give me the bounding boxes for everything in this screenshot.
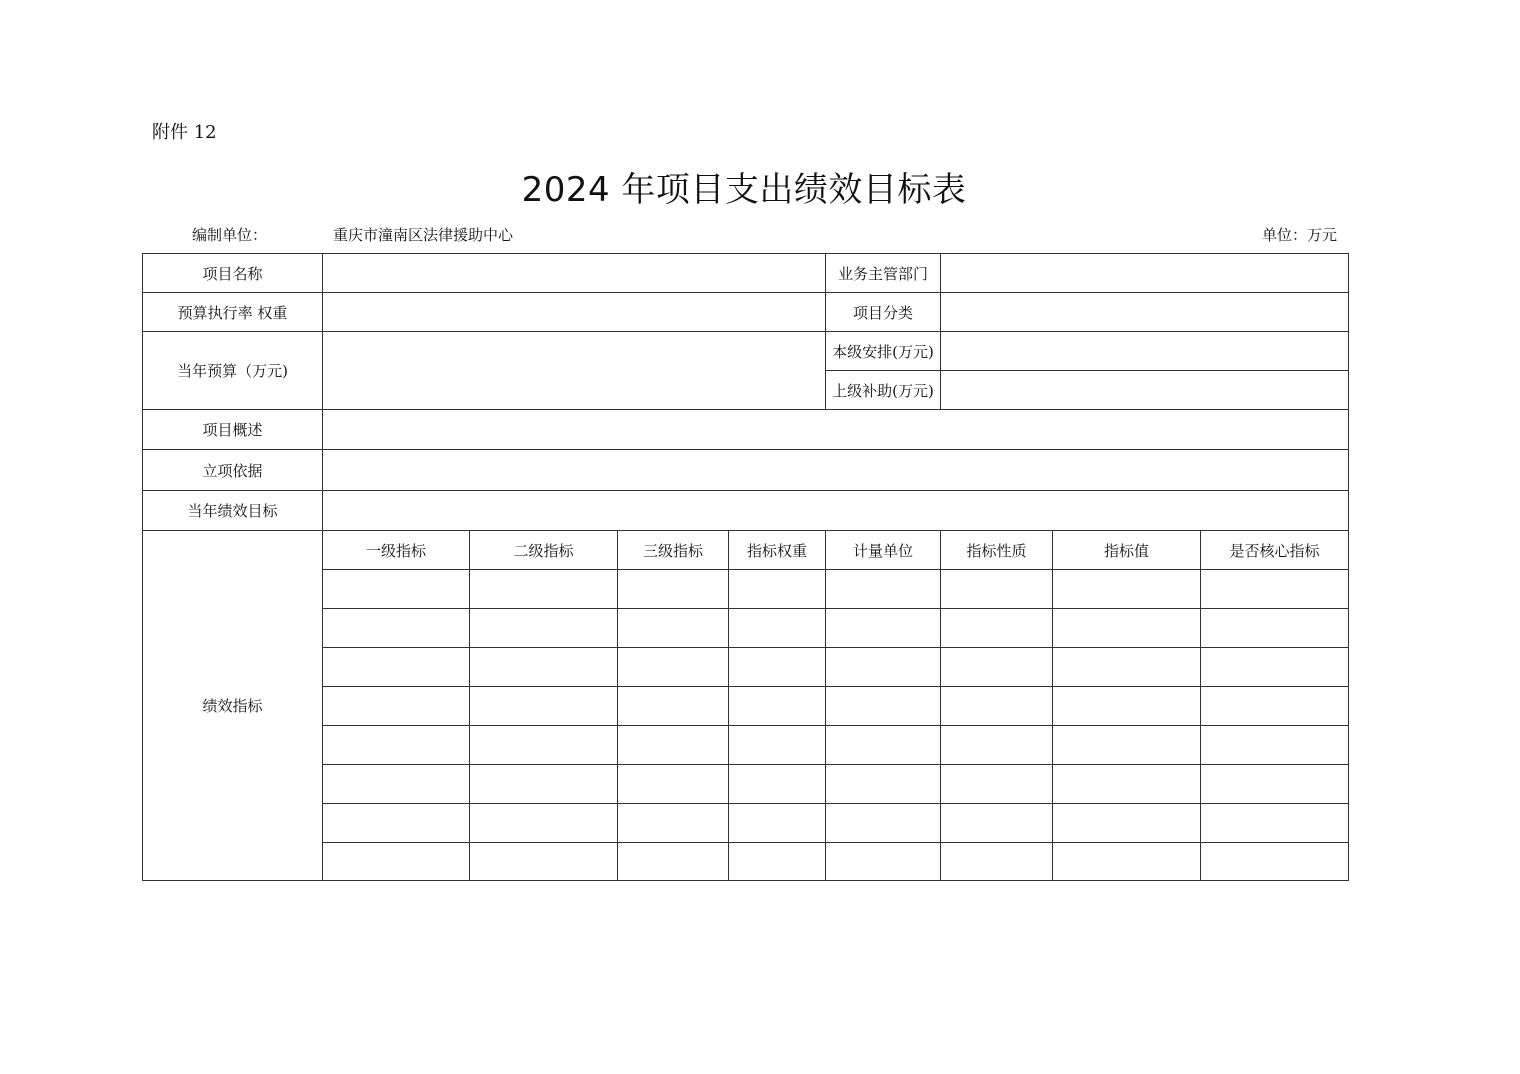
col-header: 二级指标 <box>470 531 618 570</box>
attachment-label: 附件 12 <box>152 122 217 143</box>
indicator-cell[interactable] <box>1053 570 1201 609</box>
indicator-cell[interactable] <box>729 570 826 609</box>
indicator-cell[interactable] <box>826 648 941 687</box>
org-label: 编制单位： <box>192 226 268 244</box>
indicator-cell[interactable] <box>470 843 618 881</box>
indicator-row <box>143 609 1349 648</box>
indicator-cell[interactable] <box>941 804 1053 843</box>
indicator-cell[interactable] <box>729 726 826 765</box>
indicator-row <box>143 648 1349 687</box>
unit-label: 单位：万元 <box>1261 226 1337 244</box>
indicator-cell[interactable] <box>729 804 826 843</box>
indicator-cell[interactable] <box>618 609 729 648</box>
indicator-cell[interactable] <box>1053 609 1201 648</box>
indicator-row <box>143 570 1349 609</box>
indicator-cell[interactable] <box>1201 687 1349 726</box>
indicator-cell[interactable] <box>729 687 826 726</box>
local-label: 本级安排(万元) <box>826 332 941 371</box>
indicator-cell[interactable] <box>618 804 729 843</box>
goal-label: 当年绩效目标 <box>143 491 323 531</box>
indicator-cell[interactable] <box>826 843 941 881</box>
indicator-cell[interactable] <box>826 726 941 765</box>
indicator-cell[interactable] <box>826 687 941 726</box>
indicator-cell[interactable] <box>941 726 1053 765</box>
performance-target-table <box>142 253 1349 881</box>
indicator-cell[interactable] <box>323 609 470 648</box>
project-name-cell[interactable] <box>323 254 826 293</box>
indicator-cell[interactable] <box>323 804 470 843</box>
basis-cell[interactable] <box>323 450 1349 491</box>
indicator-cell[interactable] <box>1201 804 1349 843</box>
indicator-cell[interactable] <box>1053 804 1201 843</box>
col-header: 是否核心指标 <box>1201 531 1349 570</box>
indicator-cell[interactable] <box>729 843 826 881</box>
indicator-cell[interactable] <box>729 609 826 648</box>
indicator-row <box>143 843 1349 881</box>
basis-label: 立项依据 <box>143 450 323 491</box>
indicator-cell[interactable] <box>826 570 941 609</box>
page-title: 2024 年项目支出绩效目标表 <box>521 170 967 210</box>
indicator-cell[interactable] <box>323 648 470 687</box>
indicator-cell[interactable] <box>618 765 729 804</box>
indicator-cell[interactable] <box>470 726 618 765</box>
indicator-cell[interactable] <box>1201 570 1349 609</box>
col-header: 三级指标 <box>618 531 729 570</box>
indicator-cell[interactable] <box>826 804 941 843</box>
indicator-cell[interactable] <box>470 609 618 648</box>
indicator-row <box>143 765 1349 804</box>
indicator-cell[interactable] <box>1053 765 1201 804</box>
indicator-cell[interactable] <box>618 726 729 765</box>
org-value: 重庆市潼南区法律援助中心 <box>333 226 514 244</box>
superior-label: 上级补助(万元) <box>826 371 941 410</box>
indicator-cell[interactable] <box>470 765 618 804</box>
indicator-row <box>143 687 1349 726</box>
indicator-cell[interactable] <box>941 648 1053 687</box>
indicator-cell[interactable] <box>323 687 470 726</box>
superior-cell[interactable] <box>941 371 1349 410</box>
category-label: 项目分类 <box>826 293 941 332</box>
indicator-cell[interactable] <box>618 687 729 726</box>
indicator-cell[interactable] <box>1201 726 1349 765</box>
overview-cell[interactable] <box>323 410 1349 450</box>
indicator-cell[interactable] <box>941 765 1053 804</box>
indicator-row <box>143 804 1349 843</box>
category-cell[interactable] <box>941 293 1349 332</box>
indicator-row <box>143 726 1349 765</box>
overview-label: 项目概述 <box>143 410 323 450</box>
indicator-cell[interactable] <box>1201 648 1349 687</box>
indicator-cell[interactable] <box>1201 765 1349 804</box>
indicator-cell[interactable] <box>1201 843 1349 881</box>
indicator-cell[interactable] <box>941 687 1053 726</box>
col-header: 计量单位 <box>826 531 941 570</box>
col-header: 一级指标 <box>323 531 470 570</box>
indicator-cell[interactable] <box>729 648 826 687</box>
indicator-cell[interactable] <box>470 804 618 843</box>
indicator-cell[interactable] <box>1053 648 1201 687</box>
indicator-cell[interactable] <box>323 765 470 804</box>
indicator-cell[interactable] <box>618 570 729 609</box>
indicator-cell[interactable] <box>323 570 470 609</box>
budget-cell[interactable] <box>323 332 826 410</box>
exec-rate-label: 预算执行率 权重 <box>143 293 323 332</box>
indicator-cell[interactable] <box>941 609 1053 648</box>
indicator-cell[interactable] <box>826 765 941 804</box>
indicator-cell[interactable] <box>1053 687 1201 726</box>
indicator-cell[interactable] <box>1053 843 1201 881</box>
indicator-cell[interactable] <box>1053 726 1201 765</box>
exec-rate-cell[interactable] <box>323 293 826 332</box>
indicator-cell[interactable] <box>323 843 470 881</box>
indicator-cell[interactable] <box>470 648 618 687</box>
indicator-cell[interactable] <box>618 843 729 881</box>
project-name-label: 项目名称 <box>143 254 323 293</box>
indicator-cell[interactable] <box>1201 609 1349 648</box>
indicator-cell[interactable] <box>618 648 729 687</box>
col-header: 指标权重 <box>729 531 826 570</box>
indicator-cell[interactable] <box>826 609 941 648</box>
local-cell[interactable] <box>941 332 1349 371</box>
dept-cell[interactable] <box>941 254 1349 293</box>
budget-label: 当年预算（万元) <box>143 332 323 410</box>
indicator-cell[interactable] <box>323 726 470 765</box>
indicator-cell[interactable] <box>941 570 1053 609</box>
goal-cell[interactable] <box>323 491 1349 531</box>
indicator-cell[interactable] <box>941 843 1053 881</box>
col-header: 指标值 <box>1053 531 1201 570</box>
indicators-label: 绩效指标 <box>143 531 323 881</box>
col-header: 指标性质 <box>941 531 1053 570</box>
indicator-cell[interactable] <box>470 687 618 726</box>
indicator-cell[interactable] <box>729 765 826 804</box>
indicator-cell[interactable] <box>470 570 618 609</box>
dept-label: 业务主管部门 <box>826 254 941 293</box>
